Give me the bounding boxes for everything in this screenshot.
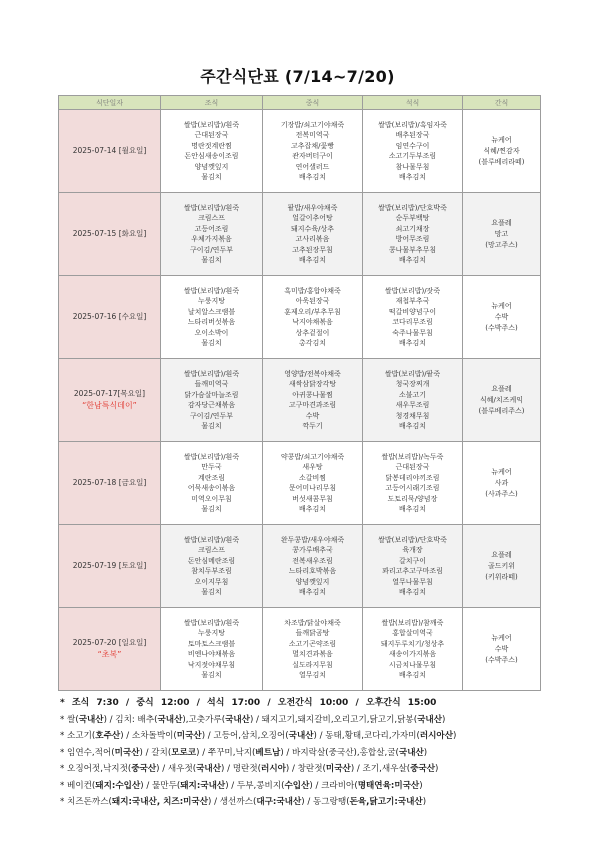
menu-item: 새우탕 — [302, 463, 323, 471]
lunch-cell — [263, 525, 363, 608]
menu-item: 쌀밥(보리밥)/팥죽 — [384, 369, 441, 378]
menu-item: 쌀밥(보리밥)/흰죽 — [183, 203, 240, 212]
menu-item: 돈안심메란조림 — [187, 556, 236, 565]
menu-item: 배추김치 — [398, 505, 427, 513]
menu-item: 쌀밥(보리밥)/흰죽 — [183, 286, 240, 295]
origin-country: 미국산 — [114, 747, 140, 758]
menu-item: 수박 — [494, 312, 509, 321]
column-header-dinner: 석식 — [363, 96, 463, 110]
menu-item: 쌀밥(보리밥)/녹두죽 — [381, 452, 444, 461]
header-row — [59, 96, 541, 110]
origin-country: 베트남 — [255, 747, 281, 758]
menu-row — [59, 525, 541, 608]
origin-line — [60, 761, 560, 778]
menu-item: 물김치 — [201, 256, 222, 264]
breakfast-cell — [161, 276, 263, 359]
column-header-snack: 간식 — [463, 96, 541, 110]
menu-item: 느타리호박볶음 — [288, 567, 337, 575]
menu-item: 임연수구이 — [395, 141, 430, 150]
menu-item: 근대된장국 — [395, 463, 430, 471]
snack-cell — [463, 110, 541, 193]
menu-item: 쌀밥(보리밥)/흰죽 — [183, 369, 240, 378]
dinner-cell — [363, 110, 463, 193]
menu-item: 요플레 — [491, 550, 512, 559]
origin-country: 미국산 — [176, 731, 202, 741]
menu-item: 콩나물부추무침 — [388, 245, 437, 254]
origin-text: ) / 동그랑땡( — [301, 797, 350, 807]
origin-text: ) — [419, 780, 423, 791]
menu-item: 배추된장국 — [395, 131, 430, 139]
menu-table — [58, 95, 541, 691]
menu-item: 망고 — [494, 229, 509, 238]
dinner-cell — [363, 608, 463, 691]
menu-item: (블루베리주스) — [478, 406, 525, 415]
column-header-date: 식단일자 — [59, 96, 161, 110]
menu-row — [59, 359, 541, 442]
menu-item: 전복미역국 — [295, 131, 330, 139]
date-cell — [59, 193, 161, 276]
lunch-cell — [263, 608, 363, 691]
origin-line — [60, 778, 560, 795]
origin-text: ) / 쭈꾸미,낙지( — [196, 747, 256, 758]
menu-item: 시금치나물무침 — [388, 660, 437, 669]
menu-item: 실도라지무침 — [292, 660, 333, 669]
menu-item: 쌀밥(보리밥)/잣죽 — [384, 286, 441, 295]
origin-text: ) / 새우젓( — [156, 764, 197, 774]
origin-country: 국내산 — [398, 747, 424, 758]
snack-cell — [463, 442, 541, 525]
origin-text: ) / 창란젓( — [285, 764, 326, 774]
menu-item: 요플레 — [491, 218, 512, 227]
origin-line — [60, 794, 560, 811]
menu-item: 쌀밥(보리밥)/흰죽 — [183, 120, 240, 129]
origin-text: ) / 소차돌박이( — [120, 731, 177, 741]
menu-item: 물김치 — [201, 173, 222, 181]
snack-cell — [463, 525, 541, 608]
origin-text: ) — [435, 764, 439, 774]
menu-item: 명란젓계란찜 — [191, 141, 232, 150]
menu-item: 새우무조림 — [395, 401, 430, 409]
menu-item: 오이소박이 — [194, 328, 229, 337]
special-day-note: “초복” — [97, 650, 122, 659]
menu-item: 연어샐러드 — [295, 162, 330, 171]
menu-item: 물김치 — [201, 422, 222, 430]
menu-item: 고등어시래기조림 — [385, 484, 440, 492]
menu-item: 완두콩밥/새우야채죽 — [280, 535, 345, 544]
date-cell — [59, 525, 161, 608]
menu-item: 수박 — [305, 411, 320, 420]
date-cell — [59, 110, 161, 193]
origin-country: 러시아 — [261, 764, 286, 774]
origin-country: 명태연육:미국산 — [357, 780, 420, 791]
menu-item: 순두부백탕 — [395, 214, 430, 222]
menu-item: 육개장 — [402, 546, 423, 554]
origin-country: 돼지:수입산 — [95, 780, 141, 791]
menu-item: 도토리묵/양념장 — [387, 494, 438, 503]
menu-item: 꽈리고추고구마조림 — [382, 567, 443, 575]
menu-item: 물김치 — [201, 588, 222, 596]
menu-item: 배추김치 — [298, 588, 327, 596]
menu-item: 참나물무침 — [395, 162, 430, 171]
menu-item: 뉴케어 — [491, 301, 512, 310]
menu-item: 깍두기 — [302, 422, 323, 430]
menu-item: 총각김치 — [298, 339, 327, 347]
origin-country: 국내산 — [417, 714, 442, 725]
menu-item: 골드키위 — [487, 561, 516, 570]
origin-country: 돈육,닭고기:국내산 — [349, 797, 423, 807]
menu-item: 뉴케어 — [491, 135, 512, 144]
origin-country: 중국산 — [410, 764, 436, 774]
origin-line — [60, 745, 560, 762]
origin-text: * 오징어젓,낙지젓( — [60, 764, 132, 774]
menu-item: 약콩밥/쇠고기야채죽 — [280, 452, 345, 461]
menu-item: 열무나물무침 — [392, 577, 433, 586]
menu-item: 양념깻잎지 — [194, 162, 229, 171]
menu-item: 훈제오리/부추무침 — [284, 307, 341, 316]
menu-item: 물김치 — [201, 339, 222, 347]
menu-item: 콩가루배추국 — [292, 546, 333, 554]
menu-row — [59, 608, 541, 691]
date-label: 2025-07-19 [토요일] — [72, 561, 147, 570]
menu-item: 참치두부조림 — [191, 567, 232, 575]
menu-item: (수박주스) — [485, 655, 518, 664]
menu-item: 쌀밥(보리밥)/참깨죽 — [381, 618, 444, 627]
origin-text: ) / 김치: 배추( — [103, 714, 158, 725]
menu-item: 양념깻잎지 — [295, 577, 330, 586]
menu-item: 들깨닭곰탕 — [295, 629, 330, 637]
origin-text: * 임연수,적어( — [60, 747, 115, 758]
origin-country: 러시아산 — [419, 731, 454, 741]
dinner-cell — [363, 442, 463, 525]
origin-text: ) / 바지락살(중국산),홍합살,굴( — [280, 747, 399, 758]
origin-text: ),고춧가루( — [182, 714, 226, 725]
menu-item: (사과주스) — [485, 489, 518, 498]
origin-text: * 쌀( — [60, 714, 79, 725]
menu-item: 들깨미역국 — [194, 380, 229, 388]
menu-item: 흑미밥/홍합야채죽 — [284, 286, 341, 295]
date-label: 2025-07-14 [월요일] — [72, 146, 147, 155]
menu-item: 버섯새콤무침 — [292, 494, 333, 503]
origin-text: ) / 돼지고기,돼지갈비,오리고기,닭고기,닭봉( — [249, 714, 418, 725]
menu-item: (수박주스) — [485, 323, 518, 332]
snack-cell — [463, 276, 541, 359]
menu-item: 식혜/찐감자 — [483, 146, 520, 155]
origin-text: * 치즈돈까스( — [60, 797, 112, 807]
menu-item: 홍합살미역국 — [392, 629, 433, 637]
menu-item: 식혜/치즈케익 — [480, 395, 523, 404]
menu-item: 느타리버섯볶음 — [187, 318, 236, 326]
menu-item: 소고기두부조림 — [388, 152, 437, 160]
menu-item: 재첩부추국 — [395, 297, 430, 305]
menu-item: 멸치견과볶음 — [292, 650, 333, 658]
menu-item: 문어미나리무침 — [288, 484, 337, 492]
origin-text: ) / 고등어,삼치,오징어( — [201, 731, 289, 741]
snack-cell — [463, 608, 541, 691]
origin-text: ) / 조기,새우살( — [350, 764, 411, 774]
menu-item: 열무김치 — [298, 671, 327, 679]
menu-item: 방어무조림 — [395, 235, 430, 243]
date-cell — [59, 608, 161, 691]
menu-item: 아귀콩나물찜 — [292, 390, 333, 399]
menu-item: 크림스프 — [197, 214, 226, 222]
menu-item: 쌀밥(보리밥)/단호박죽 — [378, 535, 447, 544]
menu-item: 배추김치 — [398, 588, 427, 596]
menu-item: 소고기곤약조림 — [288, 639, 337, 648]
origin-text: * 베이컨( — [60, 780, 96, 791]
menu-item: 새송이가지볶음 — [388, 650, 437, 658]
menu-item: 배추김치 — [298, 256, 327, 264]
menu-item: 전복새우조림 — [292, 556, 333, 565]
menu-item: 낙지젓야채무침 — [187, 660, 236, 669]
origin-country: 국내산 — [78, 714, 104, 725]
origin-text: ) / 갈치( — [139, 747, 172, 758]
breakfast-cell — [161, 110, 263, 193]
breakfast-cell — [161, 608, 263, 691]
menu-item: 크림스프 — [197, 546, 226, 554]
menu-item: (망고주스) — [485, 240, 518, 249]
menu-item: 만두국 — [201, 463, 222, 471]
menu-row — [59, 193, 541, 276]
origin-country: 돼지:국내산 — [180, 780, 226, 791]
origin-country: 국내산 — [288, 731, 314, 741]
column-header-lunch: 중식 — [263, 96, 363, 110]
page-title: 주간식단표 (7/14~7/20) — [200, 67, 395, 86]
menu-item: (키위라떼) — [485, 572, 518, 581]
origin-text: ) / 생선까스( — [208, 797, 257, 807]
footer-notes — [60, 695, 560, 811]
origin-country: 중국산 — [131, 764, 157, 774]
menu-item: 닭가슴살마늘조림 — [184, 390, 239, 399]
origin-text: ) — [423, 747, 428, 758]
origin-text: ) / 크라비아( — [309, 780, 358, 791]
menu-item: 돈안심새송이조림 — [184, 152, 239, 160]
menu-item: 코다리무조림 — [392, 318, 433, 326]
menu-item: 계란조림 — [197, 473, 226, 482]
date-label: 2025-07-16 [수요일] — [72, 312, 147, 321]
dinner-cell — [363, 525, 463, 608]
menu-item: 배추김치 — [398, 422, 427, 430]
menu-item: 숙주나물무침 — [392, 328, 433, 337]
column-header-breakfast: 조식 — [161, 96, 263, 110]
special-day-note: “한남특식데이” — [82, 401, 137, 410]
menu-item: 고추된장무침 — [292, 245, 333, 254]
origin-country: 국내산 — [225, 714, 250, 725]
menu-item: 뉴케어 — [491, 633, 512, 642]
dinner-cell — [363, 276, 463, 359]
menu-item: 수박 — [494, 644, 509, 653]
date-cell — [59, 442, 161, 525]
menu-item: 관자버터구이 — [292, 152, 333, 160]
menu-body — [59, 110, 541, 691]
menu-item: 배추김치 — [398, 671, 427, 679]
menu-item: 누룽지탕 — [197, 629, 226, 637]
menu-item: 아욱된장국 — [295, 297, 330, 305]
origin-country: 호주산 — [95, 731, 121, 741]
origin-text: * 소고기( — [60, 731, 96, 741]
menu-item: 쌀밥(보리밥)/흰죽 — [183, 535, 240, 544]
origin-text: ) — [422, 797, 427, 807]
breakfast-cell — [161, 525, 263, 608]
menu-item: 배추김치 — [398, 339, 427, 347]
date-cell — [59, 359, 161, 442]
menu-item: 쇠고기채장 — [395, 224, 430, 233]
menu-item: 고구마견과조림 — [288, 401, 337, 409]
lunch-cell — [263, 276, 363, 359]
menu-item: 배추김치 — [298, 173, 327, 181]
menu-item: 요플레 — [491, 384, 512, 393]
menu-item: 쌀밥(보리밥)/흰죽 — [183, 452, 240, 461]
breakfast-cell — [161, 193, 263, 276]
menu-item: 구이김/연두부 — [190, 245, 233, 254]
menu-item: 배추김치 — [398, 256, 427, 264]
breakfast-cell — [161, 442, 263, 525]
menu-item: (블루베리라떼) — [478, 157, 525, 166]
origin-text: ) / 명란젓( — [221, 764, 262, 774]
origin-text: ) / 동태,황태,코다리,가자미( — [313, 731, 420, 741]
menu-item: 배추김치 — [398, 173, 427, 181]
menu-item: 돼지두루치기/청상추 — [380, 639, 445, 648]
origin-country: 대구:국내산 — [256, 797, 302, 807]
lunch-cell — [263, 193, 363, 276]
menu-row — [59, 276, 541, 359]
snack-cell — [463, 193, 541, 276]
origin-country: 돼지:국내산, 치즈:미국산 — [111, 797, 209, 807]
menu-item: 비엔나야채볶음 — [187, 650, 236, 658]
menu-item: 날치알스크램블 — [187, 307, 236, 316]
menu-item: 떡갈비양념구이 — [388, 307, 437, 316]
lunch-cell — [263, 359, 363, 442]
dinner-cell — [363, 359, 463, 442]
date-label: 2025-07-18 [금요일] — [72, 478, 147, 487]
menu-item: 쌀밥(보리밥)/흑임자죽 — [378, 120, 447, 129]
menu-item: 갈치구이 — [398, 556, 427, 565]
menu-item: 얼갈이추어탕 — [292, 214, 333, 222]
origin-line — [60, 728, 560, 745]
menu-item: 고추잡채/꽃빵 — [291, 141, 334, 150]
menu-item: 소갈비찜 — [298, 473, 327, 482]
date-cell — [59, 276, 161, 359]
menu-item: 사과 — [494, 478, 509, 487]
date-label: 2025-07-17[목요일] — [73, 389, 146, 398]
origin-line — [60, 712, 560, 729]
menu-item: 근대된장국 — [194, 131, 229, 139]
origin-country: * 조식 7:30 / 중식 12:00 / 석식 17:00 / 오전간식 10:00 / 오후간식 15:00 — [60, 698, 437, 708]
menu-item: 감자당근채볶음 — [187, 401, 236, 409]
menu-item: 닭봉데리야끼조림 — [385, 473, 440, 482]
menu-item: 낙지야채볶음 — [292, 318, 333, 326]
menu-row — [59, 442, 541, 525]
menu-item: 청국장찌개 — [395, 380, 430, 388]
menu-item: 쌀밥(보리밥)/단호박죽 — [378, 203, 447, 212]
origin-text: ) / 두부,콩비지( — [225, 780, 285, 791]
menu-item: 차조밥/닭살야채죽 — [284, 618, 341, 627]
menu-item: 물김치 — [201, 505, 222, 513]
menu-item: 상추겉절이 — [295, 328, 330, 337]
origin-country: 국내산 — [196, 764, 222, 774]
menu-item: 물김치 — [201, 671, 222, 679]
menu-item: 고등어조림 — [194, 224, 229, 233]
origin-text: ) / 물만두( — [140, 780, 181, 791]
menu-item: 우체가지볶음 — [191, 235, 232, 243]
menu-item: 새싹삼닭장각탕 — [288, 380, 337, 388]
menu-item: 영양밥/전복야채죽 — [284, 369, 341, 378]
lunch-cell — [263, 110, 363, 193]
menu-row — [59, 110, 541, 193]
menu-item: 배추김치 — [298, 505, 327, 513]
menu-item: 고사리볶음 — [295, 235, 330, 243]
menu-item: 미역오이무침 — [191, 494, 232, 503]
origin-text: ) — [453, 731, 457, 741]
menu-item: 쌀밥(보리밥)/흰죽 — [183, 618, 240, 627]
menu-item: 어묵새송이볶음 — [187, 484, 236, 492]
origin-country: 미국산 — [325, 764, 351, 774]
menu-item: 누룽지탕 — [197, 297, 226, 305]
menu-item: 청경채무침 — [395, 411, 430, 420]
lunch-cell — [263, 442, 363, 525]
menu-item: 구이김/연두부 — [190, 411, 233, 420]
menu-item: 팥밥/새우야채죽 — [287, 203, 338, 212]
origin-country: 모로코 — [171, 747, 197, 758]
menu-item: 뉴케어 — [491, 467, 512, 476]
menu-item: 오이지무침 — [194, 577, 229, 586]
date-label: 2025-07-20 [일요일] — [72, 638, 147, 647]
meal-times-line — [60, 695, 560, 712]
menu-item: 돼지수육/상추 — [291, 224, 334, 233]
origin-country: 국내산 — [157, 714, 183, 725]
snack-cell — [463, 359, 541, 442]
breakfast-cell — [161, 359, 263, 442]
date-label: 2025-07-15 [화요일] — [72, 229, 147, 238]
dinner-cell — [363, 193, 463, 276]
origin-text: ) — [442, 714, 446, 725]
menu-item: 기장밥/쇠고기야채죽 — [280, 120, 345, 129]
menu-item: 토마토스크램블 — [187, 639, 236, 648]
origin-country: 수입산 — [284, 780, 310, 791]
menu-item: 소불고기 — [398, 390, 427, 399]
